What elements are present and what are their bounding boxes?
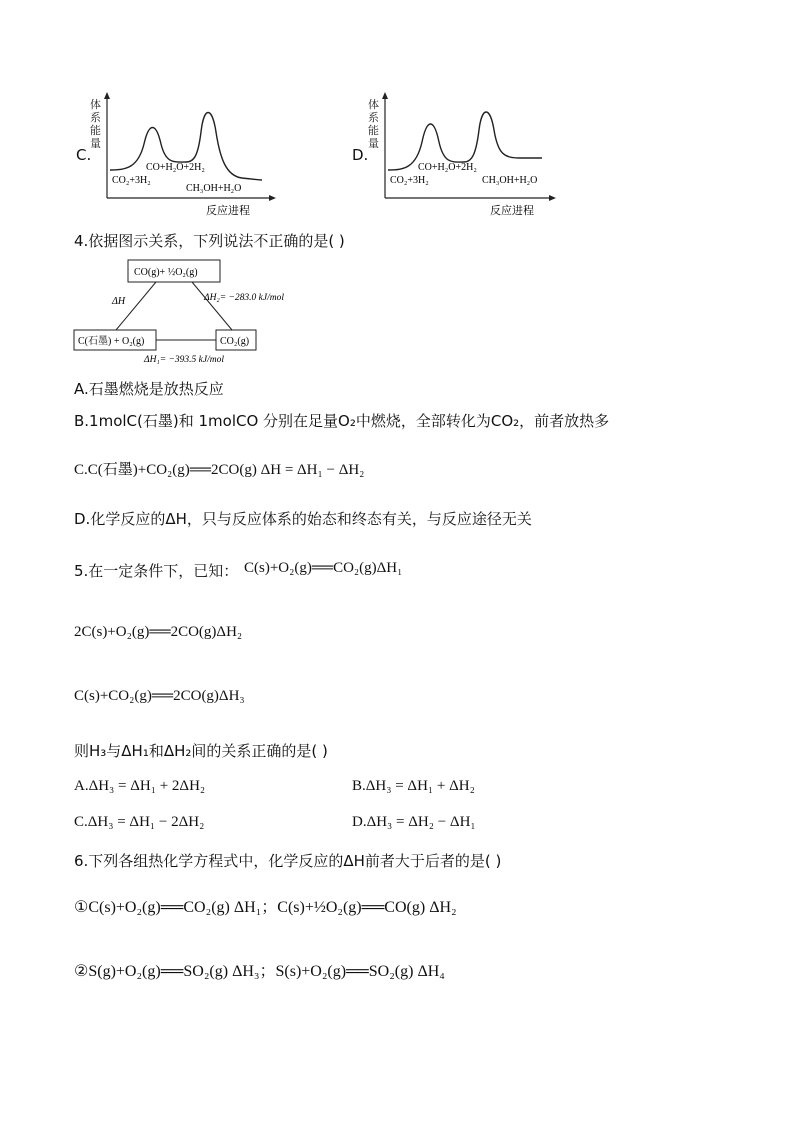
left-box-label: C(石墨) + O₂(g): [78, 336, 145, 347]
right-box-label: CO₂(g): [220, 336, 250, 347]
x-axis-label: 反应进程: [206, 204, 250, 217]
product-label: CH₃OH+H₂O: [186, 183, 242, 194]
x-axis-label: 反应进程: [490, 204, 534, 217]
product-label: CH₃OH+H₂O: [482, 175, 538, 186]
q5-option-d: D.ΔH₃ = ΔH₂ − ΔH₁: [352, 814, 476, 830]
y-axis-label-c: [90, 97, 101, 150]
q5-stem: 5.在一定条件下，已知：: [74, 562, 239, 580]
reactant-label: CO₂+3H₂: [112, 175, 151, 186]
y-label-char: 系: [90, 112, 101, 124]
left-edge-label: ΔH: [112, 296, 126, 307]
q5-option-a: A.ΔH₃ = ΔH₁ + 2ΔH₂: [74, 778, 206, 794]
q5-option-b: B.ΔH₃ = ΔH₁ + ΔH₂: [352, 778, 475, 794]
y-axis-label-d: [368, 97, 379, 150]
right-edge-label: ΔH₂= −283.0 kJ/mol: [204, 293, 285, 303]
q4-option-b: B.1molC(石墨)和 1molCO 分别在足量O₂中燃烧，全部转化为CO₂，前者放热多: [74, 412, 610, 430]
y-label-char: 体: [368, 99, 379, 111]
q3-option-d-energy-diagram: [364, 92, 556, 216]
x-axis-arrow: [549, 195, 556, 201]
q6-item2: ②S(g)+O₂(g)══SO₂(g) ΔH₃；S(s)+O₂(g)══SO₂(g) ΔH₄: [74, 963, 445, 980]
y-label-char: 系: [368, 112, 379, 124]
q3-option-d-letter: D.: [352, 146, 369, 164]
reactant-label: CO₂+3H₂: [390, 175, 429, 186]
y-label-char: 量: [368, 138, 379, 150]
q4-option-c: C.C(石墨)+CO₂(g)══2CO(g) ΔH = ΔH₁ − ΔH₂: [74, 462, 365, 478]
y-label-char: 能: [368, 125, 379, 137]
y-label-char: 量: [90, 138, 101, 150]
q5-eq2: 2C(s)+O₂(g)══2CO(g)ΔH₂: [74, 624, 243, 640]
q5-question: 则H₃与ΔH₁和ΔH₂间的关系正确的是( ): [74, 742, 328, 760]
q4-hess-cycle-diagram: [72, 258, 285, 366]
y-axis-arrow: [104, 92, 110, 99]
intermediate-label: CO+H₂O+2H₂: [418, 162, 477, 173]
q3-option-c-energy-diagram: [86, 92, 276, 216]
y-label-char: 能: [90, 125, 101, 137]
q5-option-c: C.ΔH₃ = ΔH₁ − 2ΔH₂: [74, 814, 205, 830]
bottom-edge-label: ΔH₁= −393.5 kJ/mol: [144, 355, 225, 365]
q6-item1: ①C(s)+O₂(g)══CO₂(g) ΔH₁；C(s)+½O₂(g)══CO(g) ΔH₂: [74, 899, 457, 916]
y-axis-arrow: [382, 92, 388, 99]
y-label-char: 体: [90, 99, 101, 111]
q5-eq1: C(s)+O₂(g)══CO₂(g)ΔH₁: [244, 560, 403, 576]
q4-option-d: D.化学反应的ΔH，只与反应体系的始态和终态有关，与反应途径无关: [74, 510, 532, 528]
q4-option-a: A.石墨燃烧是放热反应: [74, 380, 224, 398]
q4-stem: 4.依据图示关系，下列说法不正确的是( ): [74, 232, 345, 250]
right-edge: [192, 282, 232, 330]
q5-eq3: C(s)+CO₂(g)══2CO(g)ΔH₃: [74, 688, 245, 704]
x-axis-arrow: [269, 195, 276, 201]
q6-stem: 6.下列各组热化学方程式中，化学反应的ΔH前者大于后者的是( ): [74, 852, 502, 870]
intermediate-label: CO+H₂O+2H₂: [146, 162, 205, 173]
top-box-label: CO(g)+ ½O₂(g): [134, 267, 198, 278]
q3-option-c-letter: C.: [76, 146, 92, 164]
